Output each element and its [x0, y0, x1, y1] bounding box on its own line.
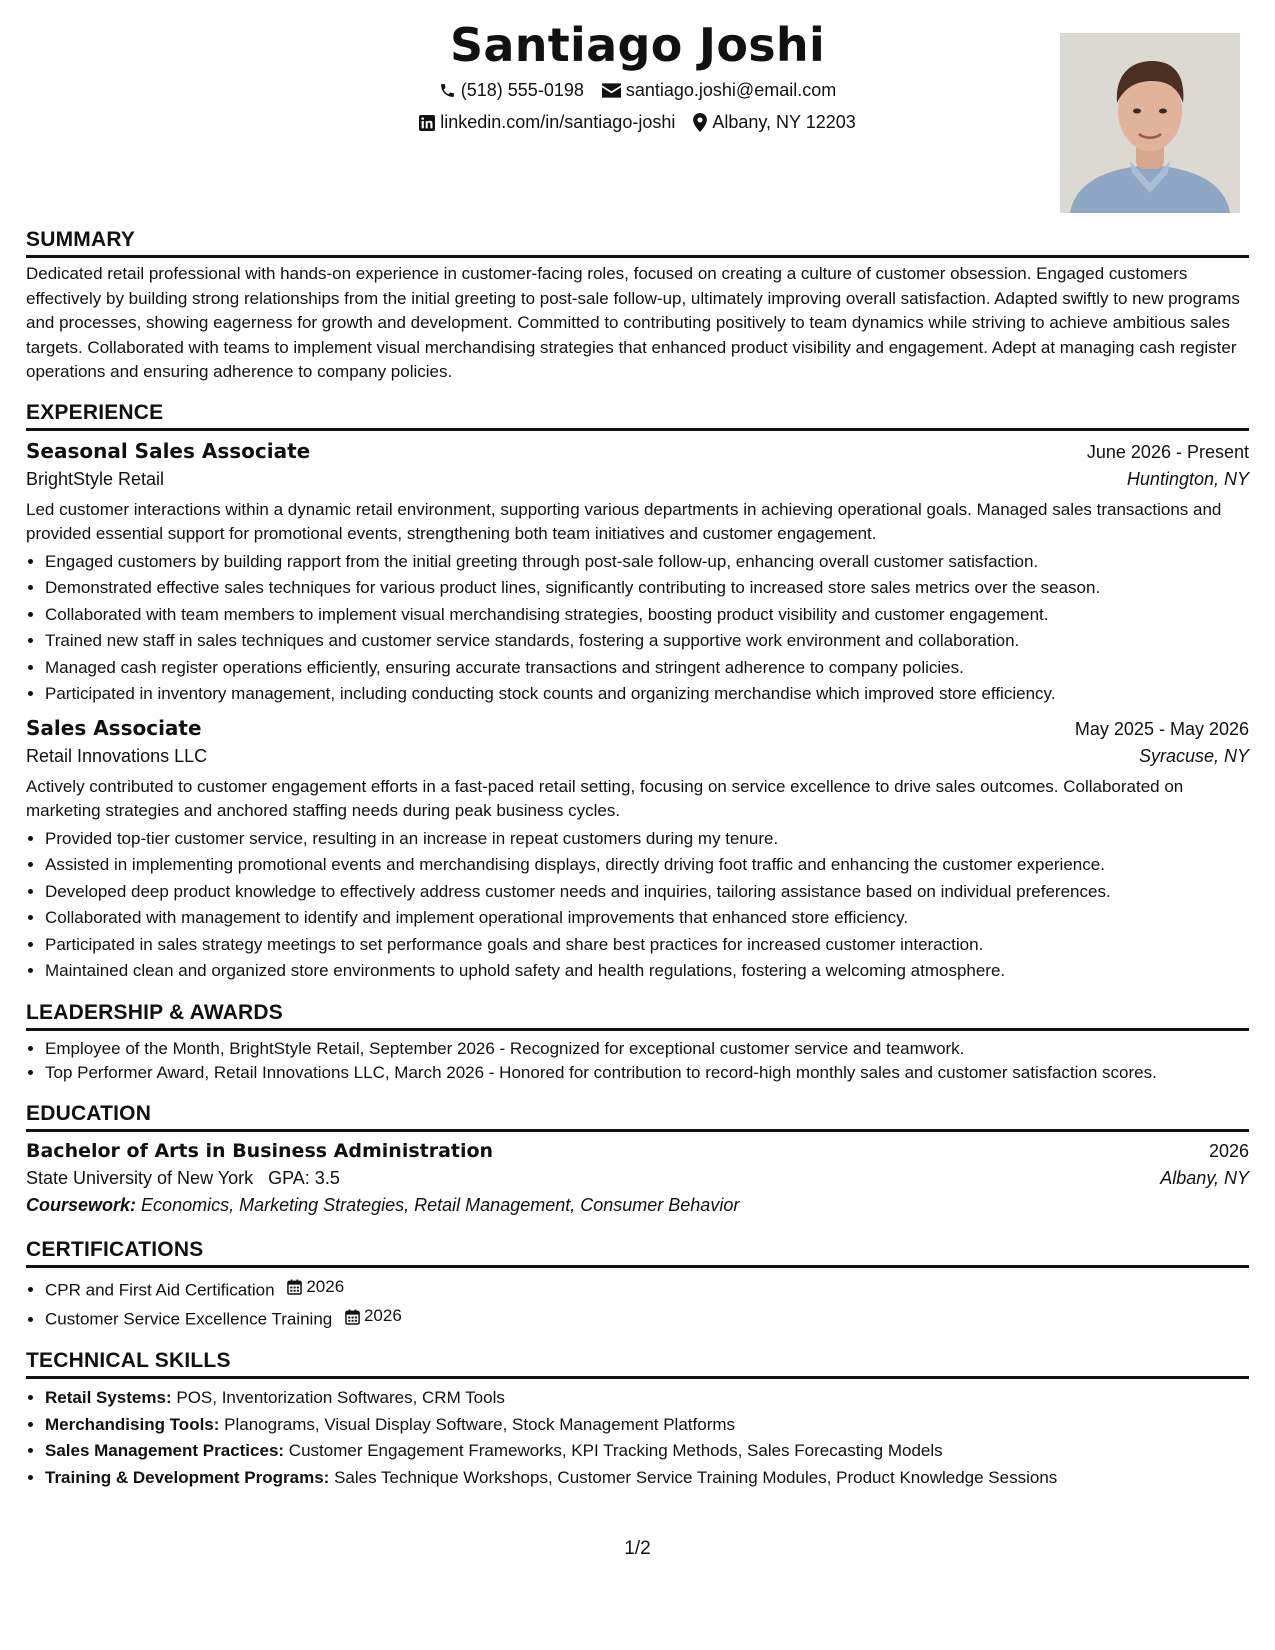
- envelope-icon: [602, 83, 621, 98]
- list-item: • Collaborated with team members to implement visual merchandising strategies, boosting product visibility and customer engagement.: [45, 602, 1249, 629]
- experience-section: [26, 391, 1249, 985]
- linkedin-url[interactable]: linkedin.com/in/santiago-joshi: [440, 112, 676, 132]
- awards-section: [26, 991, 1249, 1086]
- skills-heading: TECHNICAL SKILLS: [26, 1339, 1249, 1379]
- skill-value: Planograms, Visual Display Software, Stock Management Platforms: [224, 1414, 736, 1434]
- skill-label: Retail Systems:: [45, 1388, 172, 1407]
- list-item: • Assisted in implementing promotional events and merchandising displays, directly driving foot traffic and enhancing the customer experience.: [45, 852, 1249, 879]
- job-dates: June 2026 - Present: [1086, 441, 1249, 462]
- coursework-list: Economics, Marketing Strategies, Retail Management, Consumer Behavior: [141, 1194, 740, 1215]
- skill-value: POS, Inventorization Softwares, CRM Tools: [176, 1388, 505, 1407]
- email-address[interactable]: santiago.joshi@email.com: [625, 80, 837, 100]
- skill-value: Sales Technique Workshops, Customer Service Training Modules, Product Knowledge Sessions: [334, 1467, 1058, 1487]
- calendar-icon: [345, 1309, 360, 1325]
- education-section: [26, 1092, 1249, 1216]
- list-item: [45, 1274, 1249, 1304]
- skills-list: [26, 1385, 1249, 1491]
- list-item: [45, 1303, 1249, 1333]
- job-dates: May 2025 - May 2026: [1074, 718, 1249, 739]
- certification-name: Customer Service Excellence Training: [45, 1309, 333, 1329]
- calendar-icon: [287, 1279, 302, 1295]
- phone-contact: [439, 80, 584, 101]
- skill-label: Sales Management Practices:: [45, 1441, 285, 1460]
- list-item: [45, 1465, 1249, 1492]
- list-item: • Employee of the Month, BrightStyle Retail, September 2026 - Recognized for exceptional customer service and teamwork.: [45, 1037, 1249, 1062]
- skills-section: [26, 1339, 1249, 1491]
- certification-date: 2026: [345, 1303, 402, 1330]
- job-company: Retail Innovations LLC: [26, 745, 208, 766]
- degree-name: Bachelor of Arts in Business Administration: [26, 1139, 494, 1162]
- page-number: 1/2: [624, 1538, 651, 1559]
- list-item: • Collaborated with management to identify and implement operational improvements that enhanced store efficiency.: [45, 905, 1249, 932]
- graduation-year: 2026: [1208, 1140, 1249, 1161]
- list-item: [45, 1438, 1249, 1465]
- summary-text: Dedicated retail professional with hands-on experience in customer-facing roles, focused on creating a culture of customer obsession. Engaged customers effectively by building strong relationships from the initial greeting to post-sale follow-up, ultimately improving overall satisfaction. Adapted swiftly to new programs and processes, showing eagerness for growth and development. Committed to contributing positively to team dynamics while striving to achieve ambitious sales targets. Collaborated with teams to implement visual merchandising strategies that enhanced product visibility and engagement. Adept at managing cash register operations and ensuring adherence to company policies.: [26, 264, 1240, 381]
- job-location: Syracuse, NY: [1138, 745, 1249, 766]
- skill-label: Merchandising Tools:: [45, 1414, 220, 1434]
- certification-date: 2026: [287, 1274, 344, 1301]
- school-info: [26, 1168, 340, 1189]
- list-item: • Developed deep product knowledge to effectively address customer needs and inquiries, tailoring assistance based on individual preferences.: [45, 879, 1249, 906]
- list-item: • Demonstrated effective sales techniques for various product lines, significantly contributing to increased store sales metrics over the season.: [45, 575, 1249, 602]
- coursework-label: Coursework:: [26, 1194, 137, 1215]
- job-description: Led customer interactions within a dynamic retail environment, supporting various departments in achieving operational goals. Managed sales transactions and provided essential support for promotional events, strengthening both team initiatives and customer engagement.: [26, 499, 1222, 543]
- education-entry: [26, 1140, 1249, 1216]
- job-company: BrightStyle Retail: [26, 468, 165, 489]
- experience-heading: EXPERIENCE: [26, 391, 1249, 431]
- phone-number: (518) 555-0198: [460, 80, 584, 100]
- list-item: [45, 1412, 1249, 1439]
- gpa: GPA: 3.5: [268, 1167, 340, 1188]
- job-location: Huntington, NY: [1126, 468, 1249, 489]
- school-location: Albany, NY: [1160, 1167, 1249, 1188]
- location-pin-icon: [693, 113, 707, 132]
- list-item: • Participated in inventory management, including conducting stock counts and organizing merchandise which improved store efficiency.: [45, 681, 1249, 708]
- resume-header: [26, 0, 1249, 218]
- certifications-list: [26, 1274, 1249, 1334]
- linkedin-contact[interactable]: [419, 112, 675, 133]
- certification-name: CPR and First Aid Certification: [45, 1279, 275, 1299]
- job-description: Actively contributed to customer engagement efforts in a fast-paced retail setting, focusing on service excellence to drive sales outcomes. Collaborated on marketing strategies and anchored staffing needs during peak business cycles.: [26, 776, 1184, 820]
- education-heading: EDUCATION: [26, 1092, 1249, 1132]
- job-bullets: [26, 826, 1249, 985]
- certifications-section: [26, 1228, 1249, 1334]
- summary-section: [26, 218, 1249, 385]
- job-entry-2: [26, 716, 1249, 985]
- job-bullets: [26, 549, 1249, 708]
- awards-heading: LEADERSHIP & AWARDS: [26, 991, 1249, 1031]
- profile-photo-illustration: [1060, 33, 1240, 213]
- linkedin-icon: [419, 115, 435, 131]
- coursework: [26, 1195, 1249, 1216]
- list-item: • Maintained clean and organized store environments to uphold safety and health regulations, fostering a welcoming atmosphere.: [45, 958, 1249, 985]
- location-contact: [693, 112, 855, 133]
- list-item: [45, 1385, 1249, 1412]
- summary-heading: SUMMARY: [26, 218, 1249, 258]
- list-item: • Provided top-tier customer service, resulting in an increase in repeat customers during my tenure.: [45, 826, 1249, 853]
- job-entry-1: [26, 439, 1249, 708]
- email-contact[interactable]: [602, 80, 836, 101]
- list-item: • Participated in sales strategy meetings to set performance goals and share best practices for increased customer interaction.: [45, 932, 1249, 959]
- list-item: • Managed cash register operations efficiently, ensuring accurate transactions and stringent adherence to company policies.: [45, 655, 1249, 682]
- school-name: State University of New York: [26, 1167, 254, 1188]
- certifications-heading: CERTIFICATIONS: [26, 1228, 1249, 1268]
- awards-list: [26, 1037, 1249, 1086]
- location-text: Albany, NY 12203: [712, 112, 856, 132]
- list-item: • Engaged customers by building rapport from the initial greeting through post-sale follow-up, enhancing overall customer satisfaction.: [45, 549, 1249, 576]
- candidate-name: Santiago Joshi: [449, 18, 826, 72]
- job-title: Sales Associate: [26, 715, 202, 740]
- list-item: • Top Performer Award, Retail Innovations LLC, March 2026 - Honored for contribution to record-high monthly sales and customer satisfaction scores.: [45, 1061, 1249, 1086]
- skill-label: Training & Development Programs:: [45, 1467, 330, 1487]
- phone-icon: [439, 82, 456, 99]
- skill-value: Customer Engagement Frameworks, KPI Tracking Methods, Sales Forecasting Models: [288, 1441, 943, 1460]
- profile-photo: [1060, 33, 1240, 213]
- job-title: Seasonal Sales Associate: [26, 438, 311, 463]
- list-item: • Trained new staff in sales techniques and customer service standards, fostering a supportive work environment and collaboration.: [45, 628, 1249, 655]
